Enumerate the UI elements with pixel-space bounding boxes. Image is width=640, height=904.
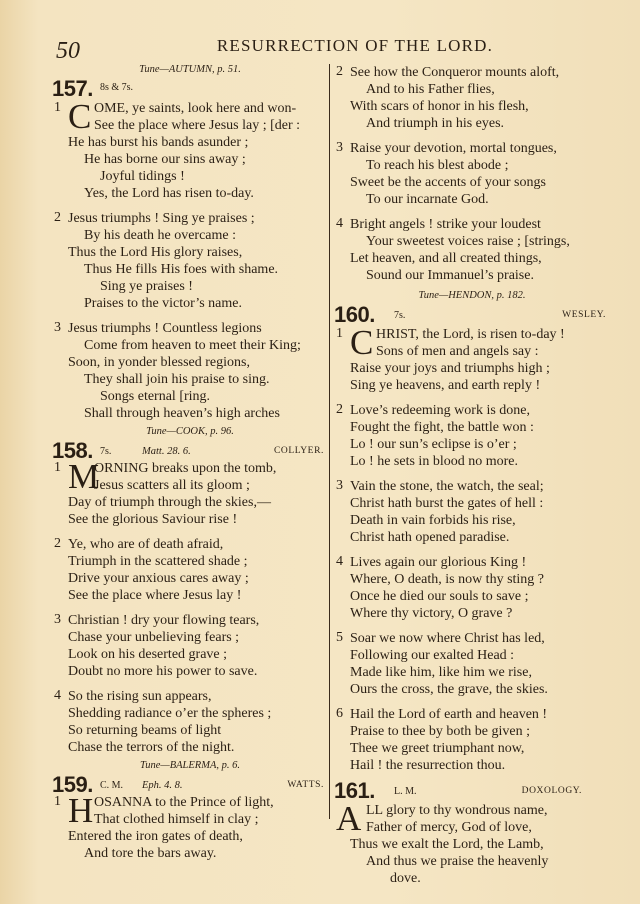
verse-line: Thus the Lord His glory raises, [68, 245, 243, 260]
stanza [334, 216, 610, 284]
verse-line: See the place where Jesus lay ; [der : [94, 118, 301, 133]
verse-line: With scars of honor in his flesh, [350, 99, 529, 114]
verse-line: Songs eternal [ring. [100, 389, 211, 404]
verse-line: To our incarnate God. [366, 192, 489, 207]
stanza [334, 478, 610, 546]
stanza [334, 64, 610, 132]
verse-number: 5 [336, 630, 343, 645]
verse-number: 3 [54, 320, 61, 335]
verse-line: HRIST, the Lord, is risen to-day ! [376, 327, 565, 342]
verse-number: 1 [54, 100, 61, 115]
verse-line: Hail ! the resurrection thou. [350, 758, 506, 773]
stanza [334, 323, 610, 394]
verse-line: Thee we greet triumphant now, [350, 741, 525, 756]
hymn-header [52, 76, 328, 101]
verse-line: Sons of men and angels say : [376, 344, 539, 359]
verse-line: By his death he overcame : [84, 228, 237, 243]
verse-number: 3 [54, 612, 61, 627]
tune-line: Tune—BALERMA, p. 6. [139, 760, 241, 771]
scripture-reference: Matt. 28. 6. [142, 446, 191, 457]
verse-line: Following our exalted Head : [350, 648, 515, 663]
author: WATTS. [287, 780, 324, 790]
drop-cap: M [68, 457, 100, 496]
verse-number: 1 [54, 460, 61, 475]
hymn-header [334, 302, 610, 327]
left-column [52, 64, 328, 862]
hymn-158 [52, 426, 328, 756]
stanza [52, 536, 328, 604]
verse-line: Jesus triumphs ! Sing ye praises ; [68, 211, 255, 226]
verse-line: Love’s redeeming work is done, [350, 403, 531, 418]
verse-line: Doubt no more his power to save. [68, 664, 258, 679]
drop-cap: C [68, 97, 92, 136]
verse-number: 2 [336, 64, 343, 79]
verse-line: Yes, the Lord has risen to-day. [84, 186, 254, 201]
verse-line: That clothed himself in clay ; [94, 812, 259, 827]
hymn-header [52, 438, 328, 463]
verse-line: Christ hath opened paradise. [350, 530, 510, 545]
drop-cap: A [336, 799, 362, 838]
hymn-159-continued [334, 64, 610, 284]
verse-line: Fought the fight, the battle won : [350, 420, 534, 435]
hymn-header [52, 772, 328, 797]
verse-line: LL glory to thy wondrous name, [366, 803, 548, 818]
hymn-161 [334, 778, 610, 887]
verse-line: Chase your unbelieving fears ; [68, 630, 240, 645]
verse-number: 2 [54, 536, 61, 551]
verse-line: Soar we now where Christ has led, [350, 631, 545, 646]
verse-number: 4 [54, 688, 61, 703]
verse-line: dove. [390, 871, 421, 886]
verse-line: Come from heaven to meet their King; [84, 338, 301, 353]
stanza [334, 140, 610, 208]
hymn-number: 158. [52, 438, 93, 463]
stanza [334, 799, 610, 887]
verse-line: See how the Conqueror mounts aloft, [350, 65, 560, 80]
tune-line: Tune—COOK, p. 96. [146, 426, 234, 437]
hymn-number: 161. [334, 778, 375, 803]
verse-line: And thus we praise the heavenly [366, 854, 549, 869]
verse-line: Where, O death, is now thy sting ? [350, 572, 545, 587]
verse-number: 2 [54, 210, 61, 225]
verse-line: And to his Father flies, [366, 82, 495, 97]
verse-number: 3 [336, 140, 343, 155]
verse-line: Sing ye praises ! [100, 279, 193, 294]
author: DOXOLOGY. [521, 786, 582, 796]
verse-line: And tore the bars away. [84, 846, 217, 861]
stanza [52, 688, 328, 756]
stanza [52, 457, 328, 528]
column-divider [329, 64, 330, 819]
verse-line: Lo ! our sun’s eclipse is o’er ; [350, 437, 517, 452]
verse-line: Chase the terrors of the night. [68, 740, 235, 755]
verse-line: Raise your joys and triumphs high ; [350, 361, 550, 376]
verse-line: Joyful tidings ! [100, 169, 185, 184]
stanza [334, 706, 610, 774]
verse-line: Thus He fills His foes with shame. [84, 262, 279, 277]
verse-number: 1 [336, 326, 343, 341]
verse-number: 3 [336, 478, 343, 493]
verse-line: Drive your anxious cares away ; [68, 571, 249, 586]
verse-line: Look on his deserted grave ; [68, 647, 228, 662]
hymn-160 [334, 290, 610, 774]
meter: C. M. [100, 780, 124, 791]
hymn-number: 160. [334, 302, 375, 327]
drop-cap: C [350, 323, 374, 362]
verse-number: 4 [336, 216, 343, 231]
author: COLLYER. [273, 446, 324, 456]
verse-line: See the glorious Saviour rise ! [68, 512, 238, 527]
tune-line: Tune—HENDON, p. 182. [418, 290, 526, 301]
stanza [334, 402, 610, 470]
verse-line: Praise to thee by both be given ; [350, 724, 531, 739]
drop-cap: H [68, 791, 94, 830]
verse-line: Ye, who are of death afraid, [68, 537, 224, 552]
hymn-number: 157. [52, 76, 93, 101]
verse-line: Shedding radiance o’er the spheres ; [68, 706, 272, 721]
verse-line: Vain the stone, the watch, the seal; [350, 479, 544, 494]
right-column [334, 64, 610, 887]
verse-line: Lo ! he sets in blood no more. [350, 454, 518, 469]
verse-line: OSANNA to the Prince of light, [94, 795, 274, 810]
verse-line: Entered the iron gates of death, [68, 829, 243, 844]
scripture-reference: Eph. 4. 8. [142, 780, 183, 791]
verse-line: Sound our Immanuel’s praise. [366, 268, 534, 283]
stanza [52, 97, 328, 202]
verse-line: Ours the cross, the grave, the skies. [350, 682, 548, 697]
verse-line: Thus we exalt the Lord, the Lamb, [350, 837, 544, 852]
verse-line: Sing ye heavens, and earth reply ! [350, 378, 541, 393]
verse-line: He has burst his bands asunder ; [68, 135, 249, 150]
verse-line: So returning beams of light [68, 723, 222, 738]
verse-line: Christ hath burst the gates of hell : [350, 496, 544, 511]
verse-line: Jesus scatters all its gloom ; [94, 478, 250, 493]
page-title: RESURRECTION OF THE LORD. [216, 36, 494, 55]
hymn-157 [52, 64, 328, 422]
verse-line: Sweet be the accents of your songs [350, 175, 546, 190]
verse-line: Let heaven, and all created things, [350, 251, 542, 266]
verse-line: Praises to the victor’s name. [84, 296, 242, 311]
verse-line: Death in vain forbids his rise, [350, 513, 516, 528]
verse-line: He has borne our sins away ; [84, 152, 246, 167]
verse-line: Raise your devotion, mortal tongues, [350, 141, 557, 156]
verse-number: 6 [336, 706, 343, 721]
stanza [334, 630, 610, 698]
verse-number: 2 [336, 402, 343, 417]
stanza [52, 210, 328, 312]
verse-line: Bright angels ! strike your loudest [350, 217, 541, 232]
verse-line: Christian ! dry your flowing tears, [68, 613, 260, 628]
stanza [52, 320, 328, 422]
verse-line: Soon, in yonder blessed regions, [68, 355, 250, 370]
hymn-number: 159. [52, 772, 93, 797]
tune-line: Tune—AUTUMN, p. 51. [139, 64, 241, 75]
meter: 7s. [100, 446, 112, 457]
stanza [334, 554, 610, 622]
stanza [52, 791, 328, 862]
verse-line: Where thy victory, O grave ? [350, 606, 513, 621]
verse-line: Jesus triumphs ! Countless legions [68, 321, 262, 336]
verse-line: To reach his blest abode ; [366, 158, 509, 173]
verse-line: Triumph in the scattered shade ; [68, 554, 248, 569]
meter: L. M. [394, 786, 417, 797]
verse-line: Once he died our souls to save ; [350, 589, 529, 604]
page-number: 50 [56, 38, 80, 64]
hymn-header [334, 778, 610, 803]
verse-line: Made like him, like him we rise, [350, 665, 532, 680]
verse-line: Hail the Lord of earth and heaven ! [350, 707, 548, 722]
verse-line: ORNING breaks upon the tomb, [94, 461, 277, 476]
meter: 7s. [394, 310, 406, 321]
stanza [52, 612, 328, 680]
verse-line: They shall join his praise to sing. [84, 372, 270, 387]
verse-line: See the place where Jesus lay ! [68, 588, 242, 603]
verse-number: 4 [336, 554, 343, 569]
verse-line: Lives again our glorious King ! [350, 555, 527, 570]
meter: 8s & 7s. [100, 82, 134, 93]
verse-line: So the rising sun appears, [68, 689, 212, 704]
author: WESLEY. [562, 310, 606, 320]
verse-number: 1 [54, 794, 61, 809]
hymn-159 [52, 760, 328, 862]
verse-line: Your sweetest voices raise ; [strings, [366, 234, 570, 249]
verse-line: Day of triumph through the skies,— [68, 495, 271, 510]
verse-line: Father of mercy, God of love, [366, 820, 532, 835]
verse-line: And triumph in his eyes. [366, 116, 505, 131]
verse-line: OME, ye saints, look here and won- [94, 101, 297, 116]
verse-line: Shall through heaven’s high arches [84, 406, 280, 421]
